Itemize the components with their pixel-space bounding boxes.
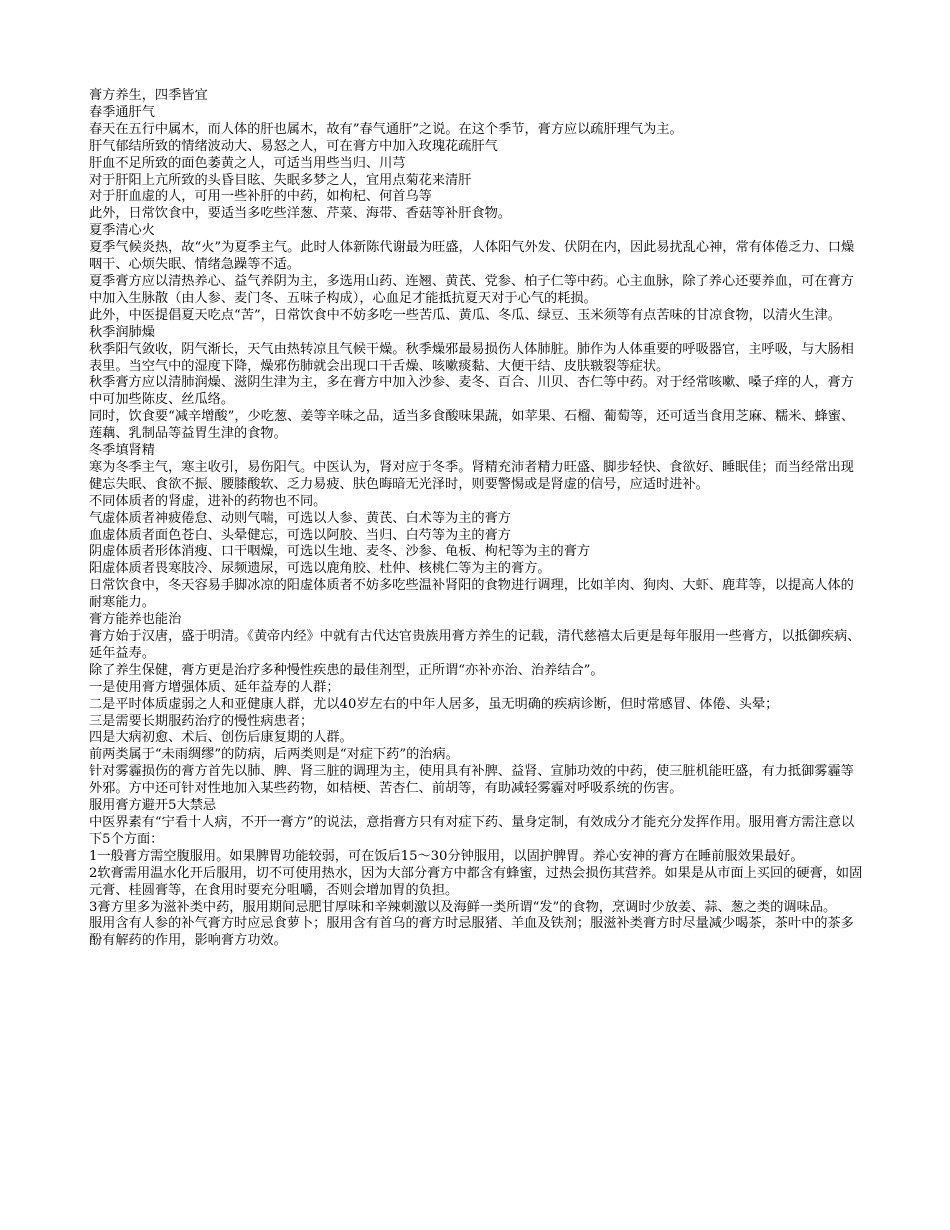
paragraph: 针对雾霾损伤的膏方首先以肺、脾、肾三脏的调理为主，使用具有补脾、益肾、宣肺功效的中药，使三脏机能旺盛，有力抵御雾霾等外邪。方中还可针对性地加入某些药物，如桔梗、苦杏仁、前胡等，有助减轻雾霾对呼吸系统的伤害。 bbox=[89, 764, 854, 797]
paragraph: 秋季阳气敛收，阴气渐长，天气由热转凉且气候干燥。秋季燥邪最易损伤人体肺脏。肺作为人体重要的呼吸器官，主呼吸，与大肠相表里。当空气中的湿度下降，燥邪伤肺就会出现口干舌燥、咳嗽痰黏、大便干结、皮肤皲裂等症状。 bbox=[89, 341, 854, 374]
paragraph: 三是需要长期服药治疗的慢性病患者； bbox=[89, 713, 314, 729]
paragraph: 四是大病初愈、术后、创伤后康复期的人群。 bbox=[89, 730, 353, 746]
paragraph: 日常饮食中，冬天容易手脚冰凉的阳虚体质者不妨多吃些温补肾阳的食物进行调理，比如羊肉、狗肉、大虾、鹿茸等，以提高人体的耐寒能力。 bbox=[89, 578, 854, 611]
paragraph: 膏方始于汉唐，盛于明清。《黄帝内经》中就有古代达官贵族用膏方养生的记载，清代慈禧太后更是每年服用一些膏方，以抵御疾病、延年益寿。 bbox=[89, 629, 861, 661]
paragraph: 夏季膏方应以清热养心、益气养阴为主，多选用山药、连翘、黄芪、党参、柏子仁等中药。心主血脉，除了养心还要养血，可在膏方中加入生脉散（由人参、麦门冬、五味子构成），心血足才能抵抗夏天对于心气的耗损。 bbox=[89, 273, 854, 306]
paragraph: 1一般膏方需空腹服用。如果脾胃功能较弱，可在饭后15～30分钟服用，以固护脾胃。养心安神的膏方在睡前服效果最好。 bbox=[89, 848, 804, 864]
paragraph: 除了养生保健，膏方更是治疗多种慢性疾患的最佳剂型，正所谓“亦补亦治、治养结合”。 bbox=[89, 662, 604, 678]
paragraph: 2软膏需用温水化开后服用，切不可使用热水，因为大部分膏方中都含有蜂蜜，过热会损伤其营养。如果是从市面上买回的硬膏，如固元膏、桂圆膏等，在食用时要充分咀嚼，否则会增加胃的负担。 bbox=[89, 865, 863, 898]
paragraph: 冬季填肾精 bbox=[89, 443, 155, 459]
paragraph: 服用膏方避开5大禁忌 bbox=[89, 798, 217, 814]
paragraph: 膏方能养也能治 bbox=[89, 612, 182, 628]
paragraph: 中医界素有“宁看十人病，不开一膏方”的说法，意指膏方只有对症下药、量身定制，有效成分才能充分发挥作用。服用膏方需注意以下5个方面： bbox=[89, 814, 855, 847]
paragraph: 阳虚体质者畏寒肢冷、尿频遗尿，可选以鹿角胶、杜仲、核桃仁等为主的膏方。 bbox=[89, 561, 551, 577]
paragraph: 寒为冬季主气，寒主收引，易伤阳气。中医认为，肾对应于冬季。肾精充沛者精力旺盛、脚步轻快、食欲好、睡眠佳；而当经常出现健忘失眠、食欲不振、腰膝酸软、乏力易疲、肤色晦暗无光泽时，则要警惕或是肾虚的信号，应适时进补。 bbox=[89, 459, 854, 492]
paragraph: 同时，饮食要“减辛增酸”，少吃葱、姜等辛味之品，适当多食酸味果蔬，如苹果、石榴、葡萄等，还可适当食用芝麻、糯米、蜂蜜、莲藕、乳制品等益胃生津的食物。 bbox=[89, 409, 855, 442]
paragraph: 对于肝阳上亢所致的头昏目眩、失眠多梦之人，宜用点菊花来清肝 bbox=[89, 172, 472, 188]
paragraph: 服用含有人参的补气膏方时应忌食萝卜；服用含有首乌的膏方时忌服猪、羊血及铁剂；服滋补类膏方时尽量减少喝茶，茶叶中的茶多酚有解药的作用，影响膏方功效。 bbox=[89, 916, 854, 949]
paragraph: 春天在五行中属木，而人体的肝也属木，故有”春气通肝”之说。在这个季节，膏方应以疏肝理气为主。 bbox=[89, 121, 683, 137]
paragraph: 对于肝血虚的人，可用一些补肝的中药，如枸杞、何首乌等 bbox=[89, 189, 432, 205]
paragraph: 不同体质者的肾虚，进补的药物也不同。 bbox=[89, 493, 327, 509]
paragraph: 二是平时体质虚弱之人和亚健康人群，尤以40岁左右的中年人居多，虽无明确的疾病诊断，但时常感冒、体倦、头晕； bbox=[89, 696, 779, 712]
paragraph: 前两类属于“未雨绸缪”的防病，后两类则是“对症下药”的治病。 bbox=[89, 747, 459, 763]
paragraph: 秋季膏方应以清肺润燥、滋阴生津为主，多在膏方中加入沙参、麦冬、百合、川贝、杏仁等中药。对于经常咳嗽、嗓子痒的人，膏方中可加些陈皮、丝瓜络。 bbox=[89, 375, 854, 408]
paragraph: 膏方养生，四季皆宜 bbox=[89, 88, 208, 103]
paragraph: 此外，中医提倡夏天吃点“苦”，日常饮食中不妨多吃一些苦瓜、黄瓜、冬瓜、绿豆、玉米须等有点苦味的甘凉食物，以清火生津。 bbox=[89, 307, 841, 323]
paragraph: 一是使用膏方增强体质、延年益寿的人群； bbox=[89, 679, 340, 695]
paragraph: 血虚体质者面色苍白、头晕健忘，可选以阿胶、当归、白芍等为主的膏方 bbox=[89, 527, 511, 543]
paragraph: 肝气郁结所致的情绪波动大、易怒之人，可在膏方中加入玫瑰花疏肝气 bbox=[89, 138, 498, 154]
paragraph: 春季通肝气 bbox=[89, 104, 155, 120]
paragraph: 夏季清心火 bbox=[89, 223, 155, 239]
paragraph: 秋季润肺燥 bbox=[89, 324, 155, 340]
paragraph: 肝血不足所致的面色萎黄之人，可适当用些当归、川芎 bbox=[89, 155, 406, 171]
paragraph: 阴虚体质者形体消瘦、口干咽燥，可选以生地、麦冬、沙参、龟板、枸杞等为主的膏方 bbox=[89, 544, 591, 560]
paragraph: 气虚体质者神疲倦怠、动则气喘，可选以人参、黄芪、白术等为主的膏方 bbox=[89, 510, 511, 526]
paragraph: 夏季气候炎热，故“火”为夏季主气。此时人体新陈代谢最为旺盛，人体阳气外发、伏阴在内，因此易扰乱心神，常有体倦乏力、口燥咽干、心烦失眠、情绪急躁等不适。 bbox=[89, 240, 855, 273]
paragraph: 3膏方里多为滋补类中药，服用期间忌肥甘厚味和辛辣刺激以及海鲜一类所谓“发”的食物，烹调时少放姜、蒜、葱之类的调味品。 bbox=[89, 899, 837, 915]
document-body bbox=[89, 88, 864, 950]
paragraph: 此外，日常饮食中，要适当多吃些洋葱、芹菜、海带、香菇等补肝食物。 bbox=[89, 206, 511, 222]
